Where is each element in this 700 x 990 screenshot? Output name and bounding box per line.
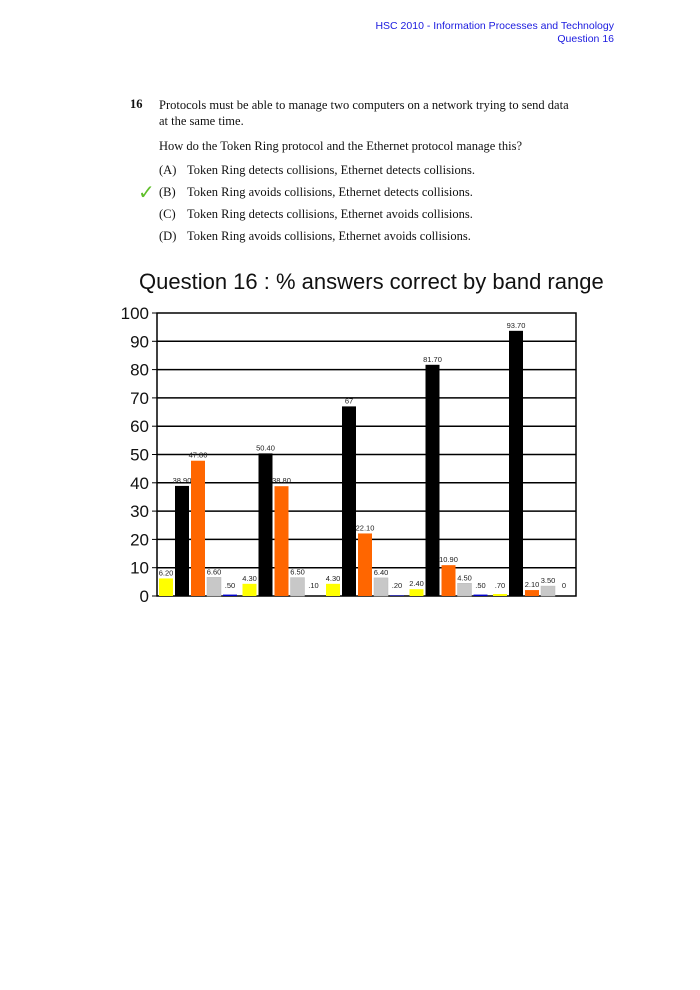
bar [243, 584, 257, 596]
header-line1: HSC 2010 - Information Processes and Technology [375, 20, 614, 32]
question-prompt: How do the Token Ring protocol and the Ethernet protocol manage this? [159, 139, 523, 153]
bar-data-label: 38.80 [272, 476, 291, 486]
y-tick-label: 80 [130, 360, 149, 380]
bar-data-label: 0 [561, 581, 567, 590]
bar [458, 583, 472, 596]
bar [175, 486, 189, 596]
bar-data-label: 4.30 [325, 573, 341, 583]
bar [358, 533, 372, 596]
y-tick-label: 100 [120, 304, 149, 323]
bar-data-label: .50 [224, 581, 236, 590]
bar-data-label: 2.40 [409, 579, 424, 589]
bar-data-label: 10.90 [439, 555, 458, 565]
option-text: Token Ring avoids collisions, Ethernet detects collisions. [187, 185, 473, 199]
bar [191, 461, 205, 596]
bar-data-label: 67 [344, 396, 354, 406]
y-tick-label: 70 [130, 388, 149, 408]
question-text: Protocols must be able to manage two computers on a network trying to send data at the same time. [159, 98, 569, 128]
option-label: (C) [159, 207, 176, 221]
bar [493, 594, 507, 596]
bar-data-label: .10 [308, 581, 319, 590]
bar [207, 577, 221, 596]
bar [291, 578, 305, 596]
option-text: Token Ring detects collisions, Ethernet detects collisions. [187, 163, 475, 177]
chart-title: Question 16 : % answers correct by band range [139, 269, 604, 294]
y-tick-label: 60 [130, 417, 149, 437]
bar [509, 331, 523, 596]
bar-data-label: 3.50 [540, 576, 556, 586]
bar-data-label: 38.90 [172, 475, 192, 485]
bar [223, 595, 237, 596]
bar-data-label: 6.20 [158, 568, 174, 578]
y-tick-label: 20 [130, 530, 149, 550]
bar-data-label: 22.10 [355, 523, 375, 533]
bar-data-label: .50 [475, 581, 486, 590]
bar-data-label: 6.60 [206, 567, 222, 577]
bar-data-label: 50.40 [256, 443, 275, 453]
checkmark-icon: ✓ [138, 180, 155, 204]
bar [410, 589, 424, 596]
bar-data-label: .20 [391, 581, 403, 590]
y-tick-label: 30 [130, 502, 149, 522]
option-label: (B) [159, 185, 176, 199]
y-tick-label: 50 [130, 445, 149, 465]
option-text: Token Ring avoids collisions, Ethernet avoids collisions. [187, 229, 471, 243]
bar-data-label: 6.40 [373, 567, 389, 577]
bar [374, 578, 388, 596]
option-text: Token Ring detects collisions, Ethernet avoids collisions. [187, 207, 473, 221]
bar [442, 565, 456, 596]
bar-data-label: 47.80 [188, 450, 208, 460]
y-tick-label: 90 [130, 332, 149, 352]
question-number: 16 [130, 97, 143, 111]
option-label: (A) [159, 163, 177, 177]
bar [390, 595, 404, 596]
bar-data-label: 4.30 [242, 573, 257, 583]
bar-data-label: 81.70 [423, 354, 442, 364]
header-line2: Question 16 [557, 33, 614, 45]
bar [275, 486, 289, 596]
bar [541, 586, 555, 596]
bar [342, 406, 356, 596]
y-tick-label: 40 [130, 473, 149, 493]
bar [474, 595, 488, 596]
bar [326, 584, 340, 596]
bar-data-label: 2.10 [524, 580, 540, 590]
bar [525, 590, 539, 596]
bar-data-label: 4.50 [457, 573, 472, 583]
y-tick-label: 0 [139, 587, 149, 606]
bar [259, 453, 273, 596]
bar-data-label: .70 [494, 581, 506, 590]
bar [426, 365, 440, 596]
bar-data-label: 93.70 [506, 320, 526, 330]
bar [159, 578, 173, 596]
option-label: (D) [159, 229, 177, 243]
y-tick-label: 10 [130, 558, 149, 578]
bar-data-label: 6.50 [290, 567, 305, 577]
